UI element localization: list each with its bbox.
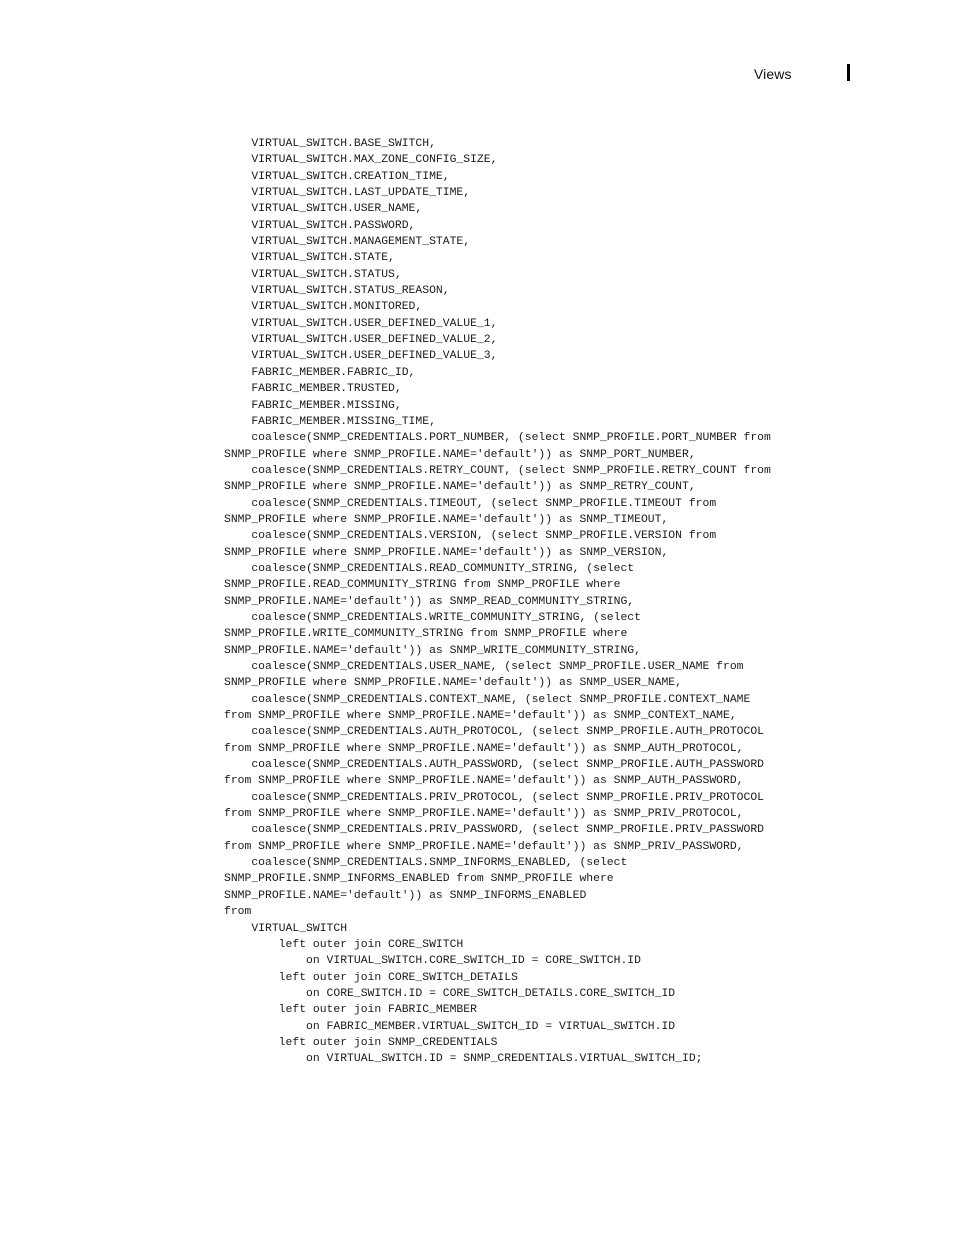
code-line: on FABRIC_MEMBER.VIRTUAL_SWITCH_ID = VIRTUAL_SWITCH.ID	[224, 1020, 676, 1033]
code-line: VIRTUAL_SWITCH.USER_NAME,	[224, 203, 423, 216]
code-line: coalesce(SNMP_CREDENTIALS.WRITE_COMMUNITY_STRING, (select	[224, 611, 641, 624]
code-line: VIRTUAL_SWITCH.BASE_SWITCH,	[224, 138, 436, 150]
code-line: SNMP_PROFILE.NAME='default')) as SNMP_READ_COMMUNITY_STRING,	[224, 595, 635, 608]
page-header	[0, 64, 954, 86]
code-line: VIRTUAL_SWITCH.MAX_ZONE_CONFIG_SIZE,	[224, 154, 498, 167]
code-line: VIRTUAL_SWITCH.USER_DEFINED_VALUE_2,	[224, 334, 498, 347]
code-line: coalesce(SNMP_CREDENTIALS.SNMP_INFORMS_ENABLED, (select	[224, 857, 628, 870]
code-line: VIRTUAL_SWITCH.USER_DEFINED_VALUE_1,	[224, 317, 498, 330]
code-line: coalesce(SNMP_CREDENTIALS.AUTH_PASSWORD, (select SNMP_PROFILE.AUTH_PASSWORD	[224, 759, 765, 772]
code-line: SNMP_PROFILE where SNMP_PROFILE.NAME='default')) as SNMP_TIMEOUT,	[224, 513, 669, 526]
code-line: VIRTUAL_SWITCH.USER_DEFINED_VALUE_3,	[224, 350, 498, 363]
code-line: SNMP_PROFILE.SNMP_INFORMS_ENABLED from SNMP_PROFILE where	[224, 873, 614, 886]
code-line: SNMP_PROFILE.WRITE_COMMUNITY_STRING from SNMP_PROFILE where	[224, 628, 628, 641]
code-line: SNMP_PROFILE.NAME='default')) as SNMP_WRITE_COMMUNITY_STRING,	[224, 644, 641, 657]
sql-code-block	[224, 136, 884, 1068]
code-line: on VIRTUAL_SWITCH.CORE_SWITCH_ID = CORE_SWITCH.ID	[224, 955, 641, 968]
code-line: VIRTUAL_SWITCH.CREATION_TIME,	[224, 170, 450, 183]
code-line: SNMP_PROFILE.READ_COMMUNITY_STRING from SNMP_PROFILE where	[224, 579, 621, 592]
code-line: SNMP_PROFILE where SNMP_PROFILE.NAME='default')) as SNMP_RETRY_COUNT,	[224, 481, 696, 494]
code-line: left outer join SNMP_CREDENTIALS	[224, 1036, 498, 1049]
code-line: coalesce(SNMP_CREDENTIALS.VERSION, (select SNMP_PROFILE.VERSION from	[224, 530, 717, 543]
code-line: from SNMP_PROFILE where SNMP_PROFILE.NAME='default')) as SNMP_PRIV_PROTOCOL,	[224, 808, 744, 821]
code-line: left outer join FABRIC_MEMBER	[224, 1004, 477, 1017]
code-line: coalesce(SNMP_CREDENTIALS.TIMEOUT, (select SNMP_PROFILE.TIMEOUT from	[224, 497, 717, 510]
code-line: VIRTUAL_SWITCH.MONITORED,	[224, 301, 423, 314]
code-line: on CORE_SWITCH.ID = CORE_SWITCH_DETAILS.CORE_SWITCH_ID	[224, 987, 676, 1000]
code-line: coalesce(SNMP_CREDENTIALS.PRIV_PROTOCOL, (select SNMP_PROFILE.PRIV_PROTOCOL	[224, 791, 765, 804]
code-line: from SNMP_PROFILE where SNMP_PROFILE.NAME='default')) as SNMP_PRIV_PASSWORD,	[224, 840, 744, 853]
code-line: from SNMP_PROFILE where SNMP_PROFILE.NAME='default')) as SNMP_AUTH_PROTOCOL,	[224, 742, 744, 755]
code-line: coalesce(SNMP_CREDENTIALS.RETRY_COUNT, (select SNMP_PROFILE.RETRY_COUNT from	[224, 464, 771, 477]
code-line: coalesce(SNMP_CREDENTIALS.CONTEXT_NAME, (select SNMP_PROFILE.CONTEXT_NAME	[224, 693, 751, 706]
code-line: SNMP_PROFILE where SNMP_PROFILE.NAME='default')) as SNMP_PORT_NUMBER,	[224, 448, 696, 461]
code-line: VIRTUAL_SWITCH.STATUS,	[224, 268, 402, 281]
code-line: VIRTUAL_SWITCH.STATUS_REASON,	[224, 285, 450, 298]
code-line: FABRIC_MEMBER.MISSING_TIME,	[224, 415, 436, 428]
code-line: VIRTUAL_SWITCH	[224, 922, 348, 935]
code-line: FABRIC_MEMBER.FABRIC_ID,	[224, 366, 416, 379]
code-line: coalesce(SNMP_CREDENTIALS.AUTH_PROTOCOL, (select SNMP_PROFILE.AUTH_PROTOCOL	[224, 726, 765, 739]
code-line: from	[224, 906, 252, 919]
code-line: left outer join CORE_SWITCH_DETAILS	[224, 971, 518, 984]
code-line: coalesce(SNMP_CREDENTIALS.PORT_NUMBER, (select SNMP_PROFILE.PORT_NUMBER from	[224, 432, 771, 445]
code-line: FABRIC_MEMBER.TRUSTED,	[224, 383, 402, 396]
code-line: VIRTUAL_SWITCH.LAST_UPDATE_TIME,	[224, 187, 471, 200]
code-line: VIRTUAL_SWITCH.MANAGEMENT_STATE,	[224, 236, 471, 249]
header-marker-bar	[847, 64, 850, 81]
code-line: SNMP_PROFILE.NAME='default')) as SNMP_INFORMS_ENABLED	[224, 889, 587, 902]
code-line: VIRTUAL_SWITCH.PASSWORD,	[224, 219, 416, 232]
code-line: left outer join CORE_SWITCH	[224, 938, 464, 951]
code-line: coalesce(SNMP_CREDENTIALS.READ_COMMUNITY_STRING, (select	[224, 562, 635, 575]
code-line: coalesce(SNMP_CREDENTIALS.PRIV_PASSWORD, (select SNMP_PROFILE.PRIV_PASSWORD	[224, 824, 765, 837]
code-line: from SNMP_PROFILE where SNMP_PROFILE.NAME='default')) as SNMP_CONTEXT_NAME,	[224, 710, 737, 723]
code-line: FABRIC_MEMBER.MISSING,	[224, 399, 402, 412]
code-line: on VIRTUAL_SWITCH.ID = SNMP_CREDENTIALS.VIRTUAL_SWITCH_ID;	[224, 1053, 703, 1066]
code-line: SNMP_PROFILE where SNMP_PROFILE.NAME='default')) as SNMP_USER_NAME,	[224, 677, 682, 690]
code-line: VIRTUAL_SWITCH.STATE,	[224, 252, 395, 265]
code-line: SNMP_PROFILE where SNMP_PROFILE.NAME='default')) as SNMP_VERSION,	[224, 546, 669, 559]
code-line: coalesce(SNMP_CREDENTIALS.USER_NAME, (select SNMP_PROFILE.USER_NAME from	[224, 661, 744, 673]
code-line: from SNMP_PROFILE where SNMP_PROFILE.NAME='default')) as SNMP_AUTH_PASSWORD,	[224, 775, 744, 788]
section-title: Views	[754, 66, 792, 82]
